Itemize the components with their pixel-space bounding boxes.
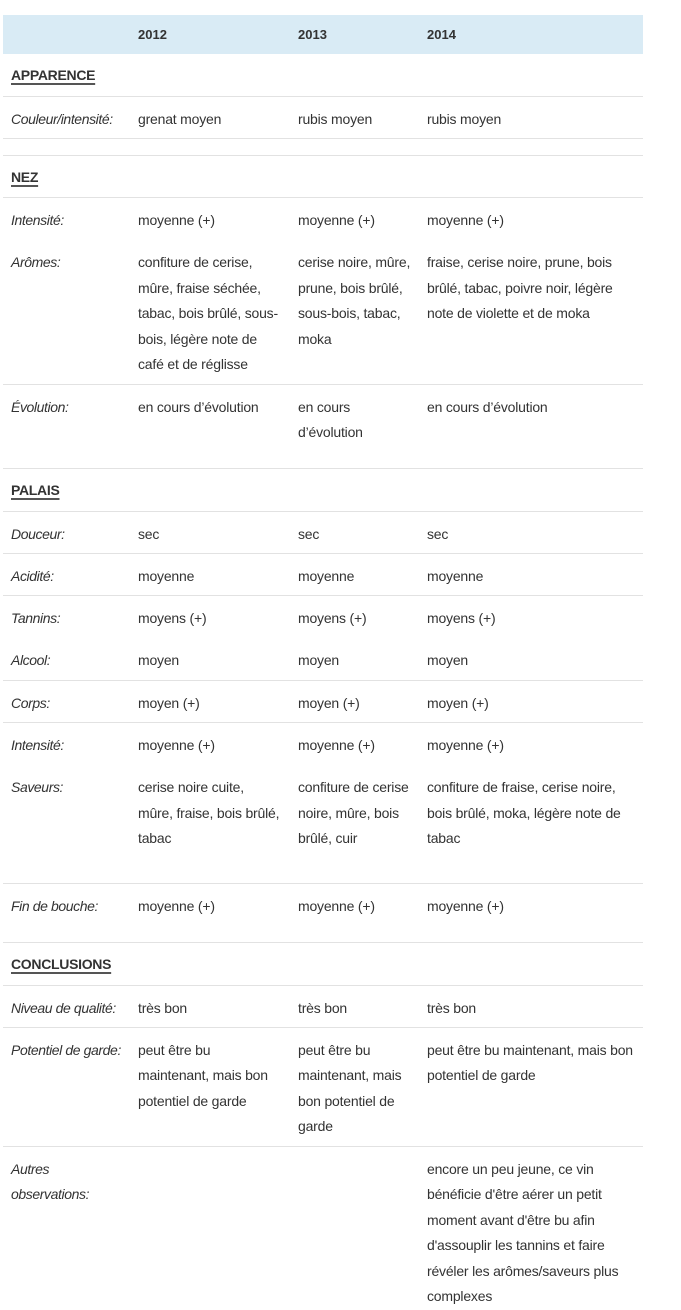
- wine-tasting-table: [3, 15, 643, 1310]
- cell-2014: moyenne (+): [419, 883, 643, 942]
- row-label: Intensité:: [3, 197, 130, 240]
- row-label: Saveurs:: [11, 779, 64, 795]
- cell-2012: moyenne: [130, 553, 290, 595]
- table-row: [3, 197, 643, 240]
- cell-2013: cerise noire, mûre, prune, bois brûlé, sous-bois, tabac, moka: [298, 254, 411, 347]
- cell-2013: moyen (+): [290, 680, 419, 722]
- cell-2012: moyen: [138, 652, 180, 668]
- cell-2014: très bon: [419, 985, 643, 1027]
- cell-2014: moyen (+): [419, 680, 643, 722]
- cell-2012: en cours d’évolution: [130, 384, 290, 468]
- cell-2013: peut être bu maintenant, mais bon potentiel de garde: [290, 1027, 419, 1146]
- row-label: Arômes:: [11, 254, 61, 270]
- cell-2014: moyenne (+): [419, 197, 643, 240]
- cell-2013: rubis moyen: [290, 96, 419, 138]
- section-title-conclusions: CONCLUSIONS: [3, 942, 643, 985]
- cell-2012: grenat moyen: [130, 96, 290, 138]
- cell-2013: moyenne (+): [290, 883, 419, 942]
- cell-2012: cerise noire cuite, mûre, fraise, bois brûlé, tabac: [138, 779, 280, 846]
- cell-2014: encore un peu jeune, ce vin bénéficie d'être aérer un petit moment avant d'être bu afin d'assouplir les tannins et faire révéler les arômes/saveurs plus complexes: [419, 1146, 643, 1310]
- header-label-cell: [3, 15, 130, 54]
- cell-2014: peut être bu maintenant, mais bon potentiel de garde: [419, 1027, 643, 1146]
- section-row-nez: [3, 155, 643, 197]
- cell-2012: moyen (+): [130, 680, 290, 722]
- table-row: [3, 883, 643, 942]
- header-row: [3, 15, 643, 54]
- table-row: [3, 595, 643, 638]
- cell-2013: [290, 1146, 419, 1310]
- cell-2014: moyen: [427, 652, 469, 668]
- row-label: Autres observations:: [3, 1146, 130, 1310]
- table-row: [3, 511, 643, 553]
- header-year-2012: 2012: [138, 27, 167, 42]
- cell-2013: moyen: [298, 652, 340, 668]
- cell-2014: sec: [419, 511, 643, 553]
- cell-2014: moyenne: [419, 553, 643, 595]
- cell-2012: très bon: [130, 985, 290, 1027]
- spacer-cell: [3, 138, 643, 155]
- row-label: Tannins:: [3, 595, 130, 638]
- section-row-conclusions: [3, 942, 643, 985]
- row-label: Niveau de qualité:: [3, 985, 130, 1027]
- cell-2012: moyenne (+): [130, 883, 290, 942]
- cell-2012: moyens (+): [130, 595, 290, 638]
- cell-2012: confiture de cerise, mûre, fraise séchée, tabac, bois brûlé, sous-bois, légère note de café et de réglisse: [138, 254, 278, 372]
- cell-2014: moyenne (+): [419, 722, 643, 765]
- table-row: [3, 985, 643, 1027]
- row-label: Évolution:: [3, 384, 130, 468]
- cell-2013: moyenne (+): [290, 722, 419, 765]
- spacer-row: [3, 138, 643, 155]
- cell-2012: moyenne (+): [130, 197, 290, 240]
- cell-2013: moyenne: [290, 553, 419, 595]
- row-label: Intensité:: [3, 722, 130, 765]
- header-year-2014: 2014: [427, 27, 456, 42]
- cell-2014: en cours d’évolution: [419, 384, 643, 468]
- cell-2012: [130, 1146, 290, 1310]
- cell-2014: moyens (+): [419, 595, 643, 638]
- cell-2012: peut être bu maintenant, mais bon potentiel de garde: [130, 1027, 290, 1146]
- table-row: [3, 96, 643, 138]
- row-label: Corps:: [3, 680, 130, 722]
- cell-2014: confiture de fraise, cerise noire, bois brûlé, moka, légère note de tabac: [427, 779, 621, 846]
- section-row-palais: [3, 468, 643, 511]
- cell-2012: moyenne (+): [130, 722, 290, 765]
- section-title-apparence: APPARENCE: [11, 67, 96, 83]
- cell-2013: très bon: [290, 985, 419, 1027]
- row-label: Couleur/intensité:: [3, 96, 130, 138]
- header-year-2013: 2013: [298, 27, 327, 42]
- table-row: [3, 638, 643, 680]
- row-label: Alcool:: [11, 652, 51, 668]
- section-row-apparence: [3, 54, 643, 96]
- table-row: [3, 722, 643, 765]
- table-row: [3, 1027, 643, 1146]
- cell-2013: sec: [290, 511, 419, 553]
- cell-2012: sec: [130, 511, 290, 553]
- row-label: Potentiel de garde:: [3, 1027, 130, 1146]
- cell-2013: moyens (+): [290, 595, 419, 638]
- section-title-palais: PALAIS: [3, 468, 643, 511]
- section-title-nez: NEZ: [3, 155, 643, 197]
- cell-2013: moyenne (+): [290, 197, 419, 240]
- table-row: [3, 240, 643, 384]
- table-row: [3, 553, 643, 595]
- table-row: [3, 680, 643, 722]
- row-label: Acidité:: [3, 553, 130, 595]
- cell-2014: rubis moyen: [419, 96, 643, 138]
- cell-2013: confiture de cerise noire, mûre, bois brûlé, cuir: [298, 779, 409, 846]
- cell-2013: en cours d’évolution: [290, 384, 419, 468]
- table-row: [3, 765, 643, 883]
- row-label: Fin de bouche:: [3, 883, 130, 942]
- cell-2014: fraise, cerise noire, prune, bois brûlé, tabac, poivre noir, légère note de violette et de moka: [427, 254, 613, 321]
- table-row: [3, 384, 643, 468]
- row-label: Douceur:: [3, 511, 130, 553]
- table-row: [3, 1146, 643, 1310]
